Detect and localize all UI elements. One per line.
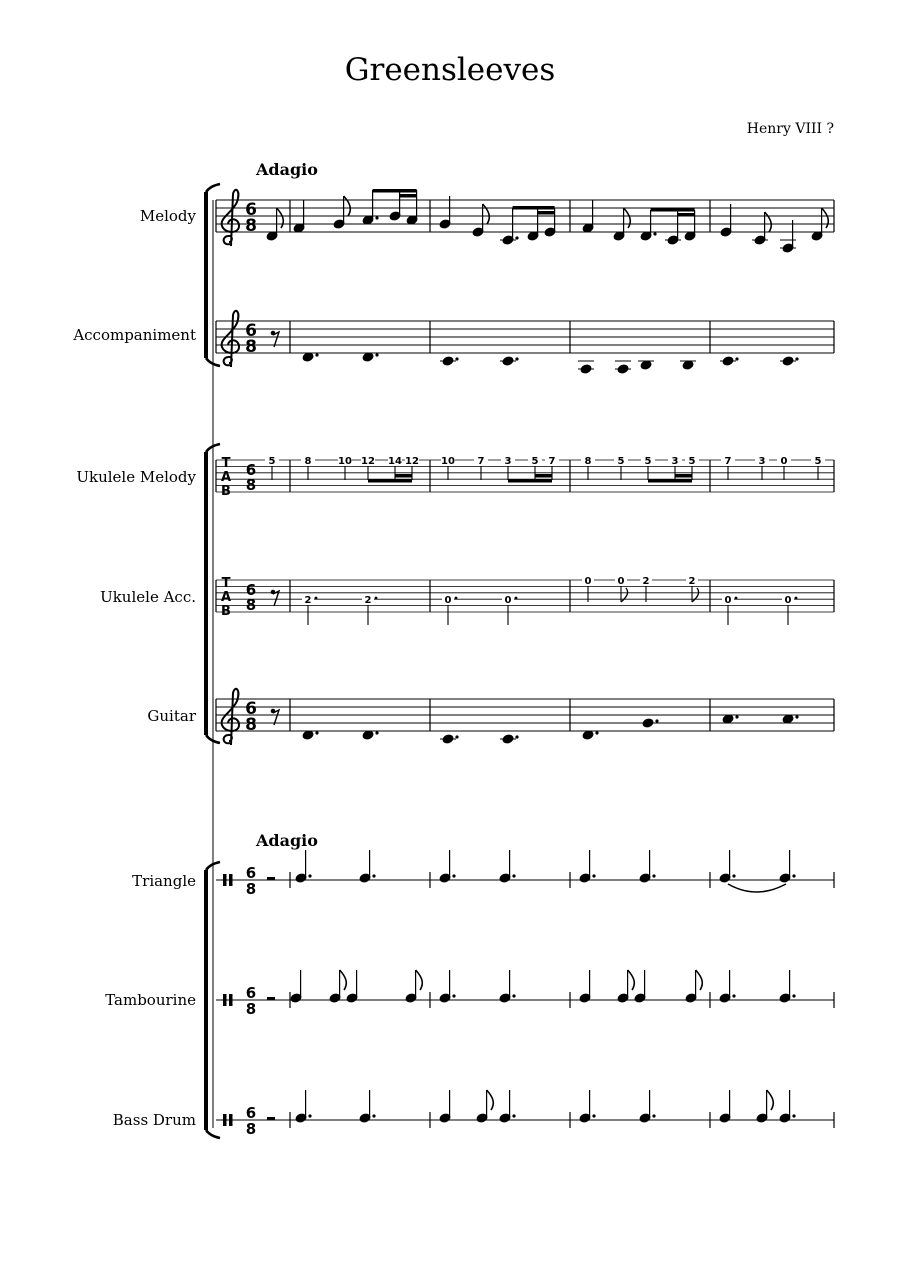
tab-fret-number: 2 bbox=[304, 595, 312, 606]
augmentation-dot bbox=[308, 874, 311, 877]
instrument-label-tambourine: Tambourine bbox=[105, 991, 196, 1009]
augmentation-dot bbox=[375, 731, 378, 734]
tab-fret-number: 10 bbox=[338, 456, 352, 467]
composer: Henry VIII ? bbox=[746, 121, 834, 137]
tab-fret-number: 10 bbox=[441, 456, 455, 467]
note-flag bbox=[621, 588, 628, 602]
tab-clef-a: A bbox=[220, 470, 232, 485]
tab-fret-number: 3 bbox=[671, 456, 679, 467]
augmentation-dot bbox=[732, 874, 735, 877]
rest-icon bbox=[267, 877, 275, 881]
tab-clef-t: T bbox=[221, 456, 231, 471]
tab-fret-number: 2 bbox=[642, 576, 650, 587]
tab-fret-number: 12 bbox=[405, 456, 419, 467]
staff-tambourine bbox=[216, 970, 834, 1018]
tab-fret-number: 8 bbox=[304, 456, 312, 467]
augmentation-dot bbox=[512, 1114, 515, 1117]
augmentation-dot bbox=[795, 357, 798, 360]
augmentation-dot bbox=[315, 353, 318, 356]
eighth-rest-icon bbox=[273, 591, 279, 606]
instrument-label-guitar: Guitar bbox=[147, 707, 196, 725]
tab-ukulele-melody bbox=[216, 455, 834, 499]
time-signature-numerator: 6 bbox=[245, 200, 257, 220]
staff-melody bbox=[216, 189, 834, 253]
note-beam bbox=[395, 474, 412, 478]
staff-guitar bbox=[216, 689, 834, 745]
bracket-hook bbox=[206, 184, 220, 192]
augmentation-dot bbox=[732, 994, 735, 997]
tab-fret-number: 0 bbox=[784, 595, 792, 606]
tab-fret-number: 5 bbox=[814, 456, 822, 467]
tab-fret-number: 0 bbox=[504, 595, 512, 606]
time-signature-denominator: 8 bbox=[245, 1120, 257, 1138]
augmentation-dot bbox=[515, 735, 518, 738]
note-flag bbox=[487, 1090, 494, 1110]
augmentation-dot bbox=[592, 1114, 595, 1117]
augmentation-dot bbox=[515, 357, 518, 360]
augmentation-dot bbox=[315, 597, 318, 600]
note-flag bbox=[483, 204, 490, 224]
instrument-label-bass-drum: Bass Drum bbox=[112, 1111, 196, 1129]
note-beam bbox=[678, 213, 695, 217]
percussion-clef-icon bbox=[223, 1114, 227, 1126]
percussion-clef-icon bbox=[229, 994, 233, 1006]
note-beam bbox=[535, 474, 552, 478]
tab-clef-t: T bbox=[221, 576, 231, 591]
augmentation-dot bbox=[515, 597, 518, 600]
note-beam bbox=[513, 206, 555, 210]
augmentation-dot bbox=[655, 719, 658, 722]
time-signature-numerator: 6 bbox=[245, 984, 257, 1002]
notehead bbox=[642, 718, 654, 728]
tab-fret-number: 0 bbox=[584, 576, 592, 587]
augmentation-dot bbox=[795, 715, 798, 718]
tab-fret-number: 2 bbox=[688, 576, 696, 587]
note-beam bbox=[400, 194, 417, 198]
augmentation-dot bbox=[735, 357, 738, 360]
time-signature-denominator: 8 bbox=[245, 596, 257, 614]
percussion-clef-icon bbox=[229, 1114, 233, 1126]
tab-fret-number: 0 bbox=[780, 456, 788, 467]
tempo-mark-top: Adagio bbox=[256, 160, 318, 179]
tab-fret-number: 12 bbox=[361, 456, 375, 467]
tab-fret-number: 5 bbox=[531, 456, 539, 467]
instrument-label-ukulele-melody: Ukulele Melody bbox=[76, 468, 196, 486]
bracket-bar bbox=[204, 192, 208, 358]
tab-fret-number: 5 bbox=[644, 456, 652, 467]
bracket-top-group bbox=[204, 184, 220, 366]
augmentation-dot bbox=[735, 597, 738, 600]
augmentation-dot bbox=[792, 874, 795, 877]
tab-fret-number: 3 bbox=[758, 456, 766, 467]
tab-fret-number: 7 bbox=[477, 456, 485, 467]
bracket-bar bbox=[204, 870, 208, 1130]
augmentation-dot bbox=[795, 597, 798, 600]
tab-fret-number: 5 bbox=[688, 456, 696, 467]
time-signature-numerator: 6 bbox=[245, 321, 257, 341]
tab-clef-b: B bbox=[221, 484, 231, 499]
augmentation-dot bbox=[315, 731, 318, 734]
time-signature-denominator: 8 bbox=[245, 476, 257, 494]
rest-icon bbox=[267, 1117, 275, 1121]
percussion-clef-icon bbox=[223, 994, 227, 1006]
augmentation-dot bbox=[792, 994, 795, 997]
tab-fret-number: 8 bbox=[584, 456, 592, 467]
augmentation-dot bbox=[455, 357, 458, 360]
note-beam bbox=[675, 474, 692, 478]
augmentation-dot bbox=[512, 874, 515, 877]
augmentation-dot bbox=[372, 1114, 375, 1117]
augmentation-dot bbox=[592, 874, 595, 877]
time-signature-numerator: 6 bbox=[245, 699, 257, 719]
augmentation-dot bbox=[512, 994, 515, 997]
note-flag bbox=[344, 196, 351, 216]
treble-clef-icon bbox=[222, 311, 239, 367]
augmentation-dot bbox=[652, 874, 655, 877]
tab-fret-number: 0 bbox=[724, 595, 732, 606]
instrument-label-melody: Melody bbox=[139, 207, 196, 225]
augmentation-dot bbox=[792, 1114, 795, 1117]
note-beam bbox=[373, 189, 417, 193]
note-flag bbox=[624, 208, 631, 228]
tab-fret-number: 14 bbox=[388, 456, 402, 467]
tab-fret-number: 7 bbox=[548, 456, 556, 467]
tab-fret-number: 2 bbox=[364, 595, 372, 606]
time-signature-numerator: 6 bbox=[245, 581, 257, 599]
augmentation-dot bbox=[375, 597, 378, 600]
note-flag bbox=[696, 970, 703, 990]
note-flag bbox=[692, 588, 699, 602]
percussion-clef-icon bbox=[229, 874, 233, 886]
bracket-ukulele-guitar-group bbox=[204, 444, 220, 743]
augmentation-dot bbox=[653, 232, 656, 235]
augmentation-dot bbox=[515, 236, 518, 239]
note-beam bbox=[651, 208, 695, 212]
note-flag bbox=[628, 970, 635, 990]
bracket-bar bbox=[204, 452, 208, 735]
staff-accompaniment bbox=[216, 311, 834, 374]
tab-fret-number: 0 bbox=[444, 595, 452, 606]
note-flag bbox=[340, 970, 347, 990]
time-signature-denominator: 8 bbox=[245, 880, 257, 898]
augmentation-dot bbox=[735, 715, 738, 718]
tie bbox=[728, 884, 786, 892]
percussion-clef-icon bbox=[223, 874, 227, 886]
augmentation-dot bbox=[375, 216, 378, 219]
note-flag bbox=[277, 208, 284, 228]
treble-clef-icon bbox=[222, 190, 239, 246]
note-flag bbox=[416, 970, 423, 990]
instrument-label-triangle: Triangle bbox=[132, 872, 196, 890]
note-beam bbox=[508, 479, 552, 483]
time-signature-numerator: 6 bbox=[245, 864, 257, 882]
instrument-label-accompaniment: Accompaniment bbox=[73, 326, 196, 344]
note-flag bbox=[765, 212, 772, 232]
staff-bass-drum bbox=[216, 1090, 834, 1138]
time-signature-denominator: 8 bbox=[245, 216, 257, 236]
tab-clef-b: B bbox=[221, 604, 231, 619]
time-signature-numerator: 6 bbox=[245, 1104, 257, 1122]
time-signature-numerator: 6 bbox=[245, 461, 257, 479]
time-signature-denominator: 8 bbox=[245, 715, 257, 735]
augmentation-dot bbox=[452, 874, 455, 877]
tempo-mark-percussion: Adagio bbox=[256, 831, 318, 850]
augmentation-dot bbox=[455, 597, 458, 600]
augmentation-dot bbox=[372, 874, 375, 877]
tab-fret-number: 5 bbox=[268, 456, 276, 467]
augmentation-dot bbox=[375, 353, 378, 356]
tab-fret-number: 0 bbox=[617, 576, 625, 587]
tab-clef-a: A bbox=[220, 590, 232, 605]
time-signature-denominator: 8 bbox=[245, 1000, 257, 1018]
augmentation-dot bbox=[455, 735, 458, 738]
time-signature-denominator: 8 bbox=[245, 337, 257, 357]
note-beam bbox=[648, 479, 692, 483]
augmentation-dot bbox=[452, 994, 455, 997]
augmentation-dot bbox=[308, 1114, 311, 1117]
tab-fret-number: 3 bbox=[504, 456, 512, 467]
augmentation-dot bbox=[652, 1114, 655, 1117]
note-beam bbox=[538, 211, 555, 215]
treble-clef-icon bbox=[222, 689, 239, 745]
augmentation-dot bbox=[595, 731, 598, 734]
tab-fret-number: 7 bbox=[724, 456, 732, 467]
rest-icon bbox=[267, 997, 275, 1001]
bracket-hook bbox=[206, 1130, 220, 1138]
note-beam bbox=[368, 479, 412, 483]
instrument-label-ukulele-acc: Ukulele Acc. bbox=[100, 588, 196, 606]
tab-ukulele-acc bbox=[216, 575, 834, 625]
note-flag bbox=[822, 208, 829, 228]
score-title: Greensleeves bbox=[344, 52, 556, 88]
tab-fret-number: 5 bbox=[617, 456, 625, 467]
staff-triangle bbox=[216, 850, 834, 898]
note-flag bbox=[767, 1090, 774, 1110]
